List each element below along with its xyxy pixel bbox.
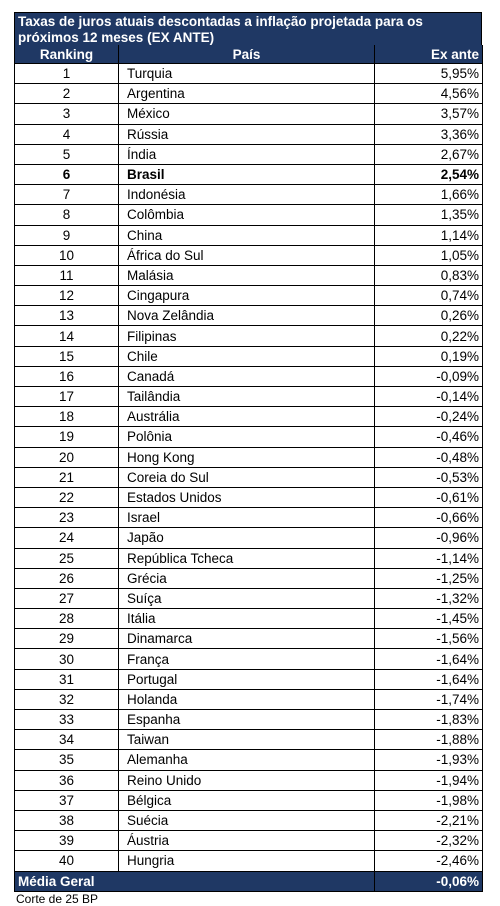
ex-ante-cell: 2,54%: [375, 164, 483, 184]
rank-cell: 1: [15, 64, 119, 84]
rank-cell: 35: [15, 750, 119, 770]
table-row: [15, 447, 483, 467]
table-row: [15, 508, 483, 528]
ex-ante-cell: -1,14%: [375, 548, 483, 568]
header-row: [15, 45, 483, 64]
ex-ante-cell: -1,32%: [375, 588, 483, 608]
rank-cell: 4: [15, 124, 119, 144]
rank-cell: 39: [15, 831, 119, 851]
rank-cell: 18: [15, 407, 119, 427]
table-header: [15, 45, 483, 64]
table-row: [15, 588, 483, 608]
rank-cell: 27: [15, 588, 119, 608]
table-row: [15, 851, 483, 871]
country-cell: Tailândia: [119, 387, 375, 407]
table-row: [15, 104, 483, 124]
table-row: [15, 528, 483, 548]
table-footer: [15, 871, 483, 891]
rank-cell: 19: [15, 427, 119, 447]
country-cell: Itália: [119, 609, 375, 629]
ex-ante-cell: -1,93%: [375, 750, 483, 770]
table-row: [15, 831, 483, 851]
rank-cell: 13: [15, 306, 119, 326]
ex-ante-cell: -0,96%: [375, 528, 483, 548]
interest-rate-table-panel: [14, 12, 482, 892]
country-cell: Indonésia: [119, 185, 375, 205]
ex-ante-cell: -1,74%: [375, 689, 483, 709]
country-cell: Bélgica: [119, 790, 375, 810]
table-row: [15, 205, 483, 225]
rank-cell: 10: [15, 245, 119, 265]
country-cell: Holanda: [119, 689, 375, 709]
ex-ante-cell: -1,64%: [375, 649, 483, 669]
ex-ante-cell: 5,95%: [375, 64, 483, 84]
country-cell: Reino Unido: [119, 770, 375, 790]
ex-ante-cell: 0,22%: [375, 326, 483, 346]
table-row: [15, 326, 483, 346]
ex-ante-cell: -0,61%: [375, 487, 483, 507]
ex-ante-cell: -1,25%: [375, 568, 483, 588]
ex-ante-cell: 2,67%: [375, 144, 483, 164]
rank-cell: 5: [15, 144, 119, 164]
table-row: [15, 750, 483, 770]
table-row: [15, 548, 483, 568]
table-row: [15, 124, 483, 144]
table-row: [15, 164, 483, 184]
table-row: [15, 669, 483, 689]
rank-cell: 22: [15, 487, 119, 507]
table-row: [15, 710, 483, 730]
table-body: [15, 64, 483, 872]
table-row: [15, 346, 483, 366]
ex-ante-cell: 3,36%: [375, 124, 483, 144]
average-row: [15, 871, 483, 891]
country-cell: México: [119, 104, 375, 124]
ex-ante-cell: 1,14%: [375, 225, 483, 245]
country-cell: Taiwan: [119, 730, 375, 750]
ex-ante-cell: 1,05%: [375, 245, 483, 265]
rank-cell: 9: [15, 225, 119, 245]
table-row: [15, 568, 483, 588]
table-row: [15, 265, 483, 285]
table-row: [15, 730, 483, 750]
rank-cell: 37: [15, 790, 119, 810]
footnote: Corte de 25 BP: [16, 892, 99, 906]
country-cell: Estados Unidos: [119, 487, 375, 507]
rank-cell: 28: [15, 609, 119, 629]
ex-ante-cell: 0,83%: [375, 265, 483, 285]
ex-ante-cell: 0,26%: [375, 306, 483, 326]
ex-ante-cell: 4,56%: [375, 84, 483, 104]
header-pais: País: [119, 45, 375, 64]
country-cell: Israel: [119, 508, 375, 528]
rank-cell: 38: [15, 810, 119, 830]
header-ranking: Ranking: [15, 45, 119, 64]
table-row: [15, 286, 483, 306]
table-row: [15, 225, 483, 245]
country-cell: Espanha: [119, 710, 375, 730]
ex-ante-cell: -0,46%: [375, 427, 483, 447]
country-cell: Dinamarca: [119, 629, 375, 649]
table-row: [15, 407, 483, 427]
table-row: [15, 629, 483, 649]
ex-ante-cell: -1,56%: [375, 629, 483, 649]
country-cell: Áustria: [119, 831, 375, 851]
rank-cell: 15: [15, 346, 119, 366]
ex-ante-cell: -1,98%: [375, 790, 483, 810]
ex-ante-cell: -0,24%: [375, 407, 483, 427]
rank-cell: 26: [15, 568, 119, 588]
table-row: [15, 64, 483, 84]
table-row: [15, 427, 483, 447]
ex-ante-cell: -0,09%: [375, 366, 483, 386]
rank-cell: 2: [15, 84, 119, 104]
rank-cell: 3: [15, 104, 119, 124]
table-row: [15, 387, 483, 407]
rank-cell: 25: [15, 548, 119, 568]
country-cell: França: [119, 649, 375, 669]
country-cell: Cingapura: [119, 286, 375, 306]
ex-ante-cell: -2,21%: [375, 810, 483, 830]
ex-ante-cell: -0,48%: [375, 447, 483, 467]
table-row: [15, 770, 483, 790]
country-cell: Austrália: [119, 407, 375, 427]
ex-ante-cell: 1,35%: [375, 205, 483, 225]
ranking-table: [14, 45, 483, 892]
ex-ante-cell: -1,94%: [375, 770, 483, 790]
country-cell: Hong Kong: [119, 447, 375, 467]
rank-cell: 36: [15, 770, 119, 790]
country-cell: Argentina: [119, 84, 375, 104]
rank-cell: 24: [15, 528, 119, 548]
country-cell: África do Sul: [119, 245, 375, 265]
ex-ante-cell: 3,57%: [375, 104, 483, 124]
table-row: [15, 790, 483, 810]
ex-ante-cell: 0,19%: [375, 346, 483, 366]
country-cell: Hungria: [119, 851, 375, 871]
country-cell: China: [119, 225, 375, 245]
table-row: [15, 609, 483, 629]
rank-cell: 12: [15, 286, 119, 306]
rank-cell: 33: [15, 710, 119, 730]
country-cell: Alemanha: [119, 750, 375, 770]
country-cell: Grécia: [119, 568, 375, 588]
rank-cell: 11: [15, 265, 119, 285]
country-cell: Rússia: [119, 124, 375, 144]
country-cell: Japão: [119, 528, 375, 548]
ex-ante-cell: -2,32%: [375, 831, 483, 851]
ex-ante-cell: -1,64%: [375, 669, 483, 689]
country-cell: Nova Zelândia: [119, 306, 375, 326]
country-cell: Chile: [119, 346, 375, 366]
table-row: [15, 487, 483, 507]
rank-cell: 7: [15, 185, 119, 205]
country-cell: Coreia do Sul: [119, 467, 375, 487]
table-row: [15, 689, 483, 709]
table-row: [15, 810, 483, 830]
ex-ante-cell: 0,74%: [375, 286, 483, 306]
rank-cell: 17: [15, 387, 119, 407]
country-cell: Suécia: [119, 810, 375, 830]
table-row: [15, 245, 483, 265]
rank-cell: 6: [15, 164, 119, 184]
table-row: [15, 84, 483, 104]
table-row: [15, 649, 483, 669]
rank-cell: 21: [15, 467, 119, 487]
ex-ante-cell: -0,66%: [375, 508, 483, 528]
rank-cell: 14: [15, 326, 119, 346]
ex-ante-cell: -1,88%: [375, 730, 483, 750]
country-cell: Suíça: [119, 588, 375, 608]
ex-ante-cell: -2,46%: [375, 851, 483, 871]
rank-cell: 20: [15, 447, 119, 467]
table-row: [15, 185, 483, 205]
country-cell: Polônia: [119, 427, 375, 447]
country-cell: Brasil: [119, 164, 375, 184]
rank-cell: 34: [15, 730, 119, 750]
ex-ante-cell: 1,66%: [375, 185, 483, 205]
ex-ante-cell: -0,14%: [375, 387, 483, 407]
ex-ante-cell: -0,53%: [375, 467, 483, 487]
country-cell: República Tcheca: [119, 548, 375, 568]
header-ex-ante: Ex ante: [375, 45, 483, 64]
country-cell: Malásia: [119, 265, 375, 285]
ex-ante-cell: -1,45%: [375, 609, 483, 629]
table-row: [15, 144, 483, 164]
rank-cell: 23: [15, 508, 119, 528]
country-cell: Filipinas: [119, 326, 375, 346]
rank-cell: 40: [15, 851, 119, 871]
rank-cell: 32: [15, 689, 119, 709]
table-row: [15, 306, 483, 326]
average-value: -0,06%: [375, 871, 483, 891]
country-cell: Turquia: [119, 64, 375, 84]
country-cell: Índia: [119, 144, 375, 164]
average-label: Média Geral: [15, 871, 375, 891]
rank-cell: 29: [15, 629, 119, 649]
table-row: [15, 366, 483, 386]
rank-cell: 30: [15, 649, 119, 669]
rank-cell: 16: [15, 366, 119, 386]
country-cell: Canadá: [119, 366, 375, 386]
ex-ante-cell: -1,83%: [375, 710, 483, 730]
rank-cell: 31: [15, 669, 119, 689]
country-cell: Colômbia: [119, 205, 375, 225]
country-cell: Portugal: [119, 669, 375, 689]
rank-cell: 8: [15, 205, 119, 225]
table-row: [15, 467, 483, 487]
table-title: Taxas de juros atuais descontadas a inflação projetada para os próximos 12 meses (EX ANTE): [14, 12, 482, 45]
